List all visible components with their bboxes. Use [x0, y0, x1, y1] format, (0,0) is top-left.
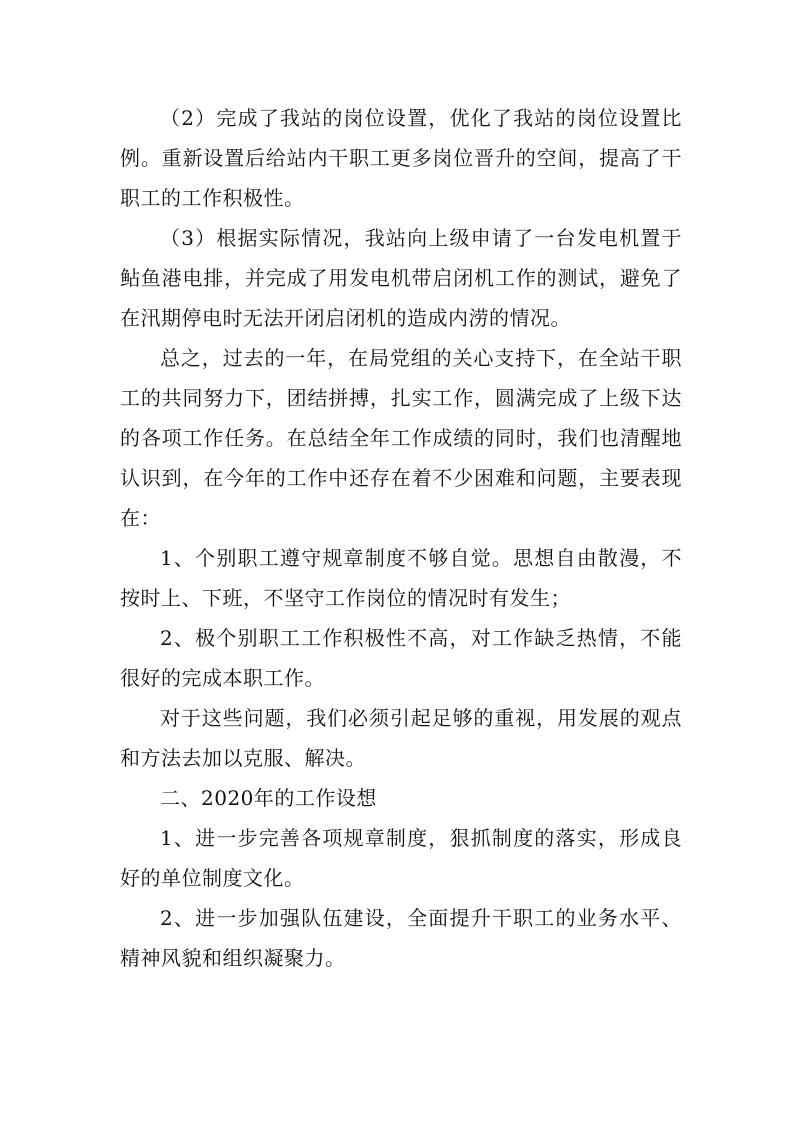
paragraph: 总之，过去的一年，在局党组的关心支持下，在全站干职工的共同努力下，团结拼搏，扎实工作，圆满完成了上级下达的各项工作任务。在总结全年工作成绩的同时，我们也清醒地认识到，在今年的工作中还存在着不少困难和问题，主要表现在： [120, 346, 682, 530]
paragraph: 1、个别职工遵守规章制度不够自觉。思想自由散漫，不按时上、下班，不坚守工作岗位的情况时有发生； [120, 546, 682, 610]
document-body [120, 98, 682, 978]
paragraph: 2、极个别职工工作积极性不高，对工作缺乏热情，不能很好的完成本职工作。 [120, 626, 682, 690]
paragraph: （3）根据实际情况，我站向上级申请了一台发电机置于鲇鱼港电排，并完成了用发电机带启闭机工作的测试，避免了在汛期停电时无法开闭启闭机的造成内涝的情况。 [120, 226, 682, 330]
section-heading: 二、2020年的工作设想 [160, 786, 377, 810]
paragraph: 对于这些问题，我们必须引起足够的重视，用发展的观点和方法去加以克服、解决。 [120, 706, 682, 770]
paragraph: （2）完成了我站的岗位设置，优化了我站的岗位设置比例。重新设置后给站内干职工更多岗位晋升的空间，提高了干职工的工作积极性。 [120, 106, 682, 210]
paragraph: 1、进一步完善各项规章制度，狠抓制度的落实，形成良好的单位制度文化。 [120, 826, 682, 890]
paragraph: 2、进一步加强队伍建设，全面提升干职工的业务水平、精神风貌和组织凝聚力。 [120, 906, 682, 970]
